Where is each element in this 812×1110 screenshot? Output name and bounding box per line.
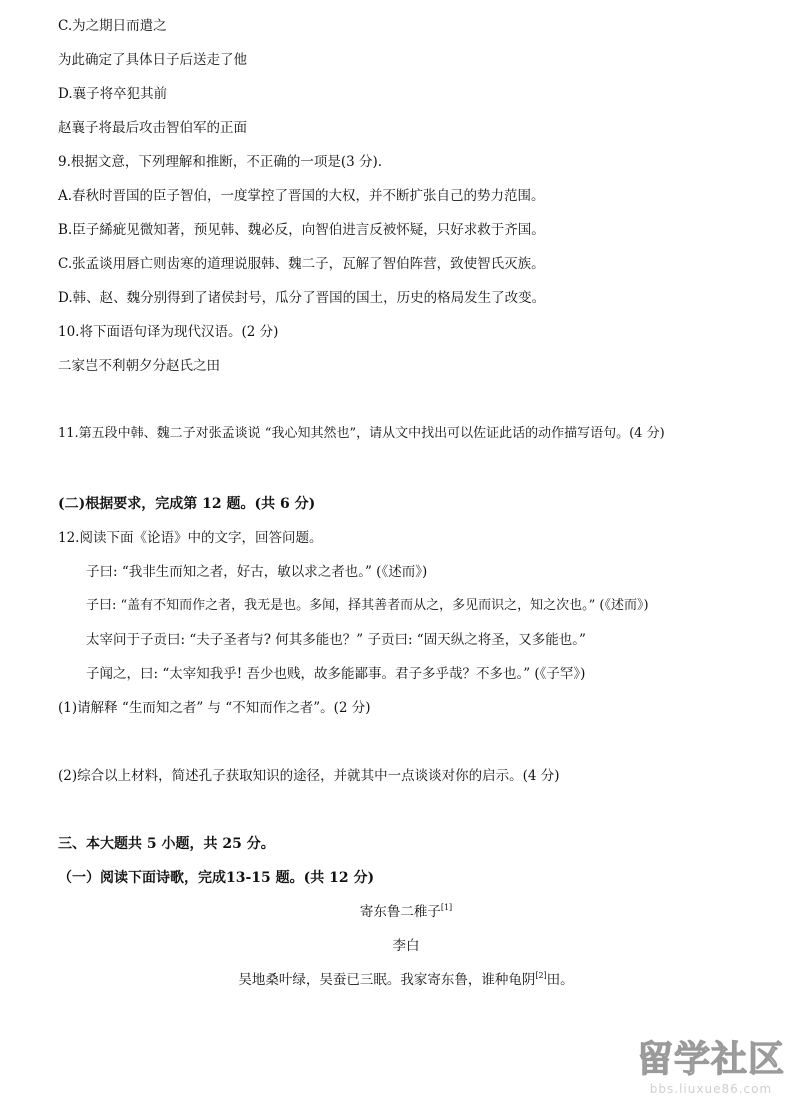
- option-c-text: C.为之期日而遣之: [58, 18, 167, 34]
- poem-author: 李白: [392, 938, 420, 954]
- question-9-stem: 9.根据文意，下列理解和推断，不正确的一项是(3 分).: [58, 154, 383, 170]
- question-10-stem: 10.将下面语句译为现代汉语。(2 分): [58, 324, 279, 340]
- watermark-url: bbs.liuxue86.com: [649, 1082, 773, 1096]
- option-c-translation: 为此确定了具体日子后送走了他: [58, 52, 247, 68]
- poem-line-1-part-b: 田。: [546, 972, 574, 988]
- quote-2: 子曰: “盖有不知而作之者，我无是也。多闻，择其善者而从之，多见而识之，知之次也。” (《述而》): [86, 598, 649, 613]
- quote-1: 子曰: “我非生而知之者，好古，敏以求之者也。” (《述而》): [86, 564, 428, 580]
- quote-3: 太宰问于子贡曰: “夫子圣者与? 何其多能也？” 子贡曰: “固天纵之将圣，又多能也。”: [86, 632, 586, 648]
- poem-line-1-note: [2]: [535, 971, 547, 980]
- question-9-option-d: D.韩、赵、魏分别得到了诸侯封号，瓜分了晋国的国土，历史的格局发生了改变。: [58, 290, 546, 306]
- option-d-translation: 赵襄子将最后攻击智伯军的正面: [58, 120, 247, 136]
- site-watermark: [626, 1038, 796, 1102]
- question-10-sentence: 二家岂不利朝夕分赵氏之田: [58, 358, 220, 374]
- poem-title-text: 寄东鲁二稚子: [359, 904, 441, 920]
- question-12-part-1: (1)请解释 “生而知之者” 与 “不知而作之者”。(2 分): [58, 700, 371, 716]
- poem-title: [0, 902, 812, 922]
- section-poem-heading: （一）阅读下面诗歌，完成13-15 题。(共 12 分): [58, 870, 375, 886]
- poem-title-note: [1]: [440, 903, 453, 912]
- question-12-part-2: (2)综合以上材料，简述孔子获取知识的途径，并就其中一点谈谈对你的启示。(4 分): [58, 768, 560, 784]
- question-9-option-c: C.张孟谈用唇亡则齿寒的道理说服韩、魏二子，瓦解了智伯阵营，致使智氏灭族。: [58, 256, 545, 272]
- question-12-stem: 12.阅读下面《论语》中的文字，回答问题。: [58, 530, 323, 546]
- poem-line-1: [0, 970, 812, 990]
- part-3-heading: 三、本大题共 5 小题，共 25 分。: [58, 836, 275, 852]
- poem-line-1-part-a: 吴地桑叶绿，吴蚕已三眠。我家寄东鲁，谁种龟阴: [238, 972, 536, 988]
- watermark-logo-text: 留学社区: [636, 1039, 785, 1080]
- quote-4: 子闻之，曰: “太宰知我乎! 吾少也贱，故多能鄙事。君子多乎哉？不多也。” (《子罕》): [86, 666, 586, 682]
- question-11-stem: 11.第五段中韩、魏二子对张孟谈说 “我心知其然也”，请从文中找出可以佐证此话的动作描写语句。(4 分): [58, 426, 665, 441]
- option-d-text: D.襄子将卒犯其前: [58, 86, 168, 102]
- section-2-heading: (二)根据要求，完成第 12 题。(共 6 分): [58, 496, 316, 512]
- question-9-option-b: B.臣子絺疵见微知著，预见韩、魏必反，向智伯进言反被怀疑，只好求救于齐国。: [58, 222, 545, 238]
- question-9-option-a: A.春秋时晋国的臣子智伯，一度掌控了晋国的大权，并不断扩张自己的势力范围。: [58, 188, 545, 204]
